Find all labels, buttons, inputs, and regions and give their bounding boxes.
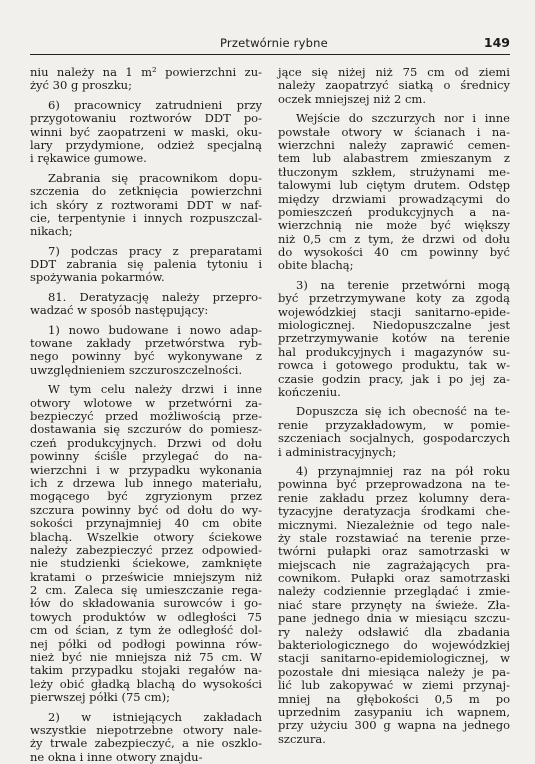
text-line: mogącego być zgryzionym przez	[30, 489, 262, 504]
text-line: nież być nie mniejsza niż 75 cm. W	[30, 650, 262, 665]
text-line: dostawania się szczurów do pomiesz-	[30, 422, 262, 437]
paragraph	[30, 172, 262, 239]
text-line: powinna być przeprowadzona na te-	[278, 477, 510, 492]
text-line: bakteriologicznego do wojewódzkiej	[278, 638, 510, 653]
text-line: Zabrania się pracownikom dopu-	[48, 170, 262, 185]
text-line: między drzwiami prowadzącymi do	[278, 191, 510, 206]
text-line: ry należy odsławić dla zbadania	[278, 624, 510, 639]
paragraph	[30, 245, 262, 285]
text-line: twórni pułapki oraz samotrzaski w	[278, 544, 510, 559]
text-line: pierwszej półki (75 cm);	[30, 690, 170, 705]
text-line: nej półki od podłogi powinna rów-	[30, 636, 262, 651]
paragraph	[30, 99, 262, 166]
text-line: bezpieczyć przed możliwością prze-	[30, 408, 262, 423]
text-line: czasie godzin pracy, jak i po jej za-	[278, 371, 510, 386]
text-line: ich z drzewa lub innego materiału,	[30, 475, 262, 490]
text-line: mniej na głębokości 0,5 m po	[278, 691, 510, 706]
text-line: sokości przynajmniej 40 cm obite	[30, 516, 262, 531]
paragraph	[30, 383, 262, 704]
right-text-column	[278, 66, 510, 746]
text-line: miejscach nie zagrażających pra-	[278, 557, 510, 572]
text-line: niu należy na 1 m² powierzchni zu-	[30, 65, 262, 79]
text-line: lary przydymione, odzież specjalną	[30, 137, 262, 152]
paragraph	[278, 279, 510, 400]
paragraph	[30, 66, 262, 93]
text-line: winni być zaopatrzeni w maski, oku-	[30, 124, 262, 139]
text-line: obite blachą;	[278, 258, 354, 273]
text-line: nego powinny być wykonywane z	[30, 349, 262, 364]
text-line: należy zabezpieczyć przez odpowied-	[30, 542, 262, 557]
text-line: renie przyzakładowym, w pomie-	[278, 417, 510, 432]
text-line: nie studzienki ściekowe, zamknięte	[30, 556, 262, 571]
text-line: tłuczonym szkłem, strużynami me-	[278, 164, 510, 179]
text-line: wadzać w sposób następujący:	[30, 303, 209, 318]
text-line: powstałe otwory w ścianach i na-	[278, 124, 510, 139]
text-line: miologicznej. Niedopuszczalne jest	[278, 318, 510, 333]
text-line: wierzchni należy zaprawić cemen-	[278, 137, 510, 152]
text-line: wierzchni i w przypadku wykonania	[30, 462, 262, 477]
text-line: niać stare przynęty na świeże. Zła-	[278, 597, 510, 612]
text-line: otwory wlotowe w przetwórni za-	[30, 395, 262, 410]
text-line: takim przypadku stojaki regałów na-	[30, 663, 262, 678]
text-line: 7) podczas pracy z preparatami	[48, 243, 262, 258]
text-line: jące się niżej niż 75 cm od ziemi	[278, 65, 510, 79]
text-line: szczura.	[278, 731, 326, 746]
text-line: leży obić gładką blachą do wysokości	[30, 676, 262, 691]
text-line: towych produktów w odległości 75	[30, 609, 262, 624]
paragraph	[30, 291, 262, 318]
text-line: hal produkcyjnych i magazynów su-	[278, 344, 510, 359]
text-line: 6) pracownicy zatrudnieni przy	[48, 97, 262, 112]
text-line: renie zakładu przez kolumny dera-	[278, 490, 510, 505]
text-line: 2 cm. Zaleca się umieszczanie rega-	[30, 583, 262, 598]
text-line: nikach;	[30, 224, 73, 239]
text-line: kończeniu.	[278, 384, 341, 399]
text-line: być przetrzymywane koty za zgodą	[278, 291, 510, 306]
text-line: uprzednim zasypaniu ich wapnem,	[278, 704, 510, 719]
text-line: i administracyjnych;	[278, 444, 397, 459]
text-line: łów do składowania surowców i go-	[30, 596, 262, 611]
text-line: oczek mniejszej niż 2 cm.	[278, 91, 426, 106]
text-line: blachą. Wszelkie otwory ściekowe	[30, 529, 262, 544]
text-line: należy zaopatrzyć siatką o średnicy	[278, 78, 510, 93]
text-line: tem lub alabastrem zmieszanym z	[278, 151, 510, 166]
text-line: spożywania pokarmów.	[30, 270, 165, 285]
text-line: Dopuszcza się ich obecność na te-	[296, 404, 510, 419]
text-line: należy codziennie przeglądać i zmie-	[278, 584, 510, 599]
text-line: stacji sanitarno-epidemiologicznej, w	[278, 651, 510, 666]
text-line: cownikom. Pułapki oraz samotrzaski	[278, 571, 510, 586]
text-line: W tym celu należy drzwi i inne	[48, 382, 262, 397]
text-line: czeń produkcyjnych. Drzwi od dołu	[30, 435, 262, 450]
text-line: tyzacyjne deratyzacja środkami che-	[278, 504, 510, 519]
text-line: towane zakłady przetwórstwa ryb-	[30, 336, 262, 351]
paragraph	[278, 66, 510, 106]
text-line: przetrzymywanie kotów na terenie	[278, 331, 510, 346]
paragraph	[30, 324, 262, 378]
text-line: żyć 30 g proszku;	[30, 78, 132, 93]
text-line: lić lub zakopywać w ziemi przynaj-	[278, 678, 510, 693]
text-line: 1) nowo budowane i nowo adap-	[48, 322, 262, 337]
text-line: Wejście do szczurzych nor i inne	[296, 111, 510, 126]
paragraph	[278, 405, 510, 459]
text-line: cie, terpentynie i innych rozpuszczal-	[30, 210, 262, 225]
text-line: pomieszczeń produkcyjnych a na-	[278, 204, 510, 219]
text-line: szczura powinny być od dołu do wy-	[30, 502, 262, 517]
page-header	[30, 34, 510, 55]
text-line: 81. Deratyzację należy przepro-	[48, 289, 262, 304]
text-line: ich skóry z roztworami DDT w naf-	[30, 197, 262, 212]
text-line: 2) w istniejących zakładach	[48, 709, 262, 724]
paragraph	[30, 711, 262, 764]
text-line: DDT zabrania się palenia tytoniu i	[30, 257, 262, 272]
text-line: uwzględnieniem szczuroszczelności.	[30, 362, 243, 377]
text-line: rowca i gotowego produktu, tak w-	[278, 358, 510, 373]
text-line: 3) na terenie przetwórni mogą	[296, 277, 510, 292]
text-line: szczeniach socjalnych, gospodarczych	[278, 431, 510, 446]
text-line: niż 0,5 cm z tym, że drzwi od dołu	[278, 231, 510, 246]
text-line: pane jednego dnia w miesiącu szczu-	[278, 611, 510, 626]
text-line: talowymi lub ciętym drutem. Odstęp	[278, 178, 510, 193]
page-number: 149	[483, 35, 510, 50]
text-line: ży trwale zabezpieczyć, a nie oszklo-	[30, 736, 262, 751]
text-line: 4) przynajmniej raz na pół roku	[296, 463, 510, 478]
running-title: Przetwórnie rybne	[220, 36, 328, 50]
text-line: wierzchnią nie może być większy	[278, 218, 510, 233]
text-line: do wysokości 40 cm powinny być	[278, 245, 510, 260]
paragraph	[278, 465, 510, 746]
text-line: micznymi. Niezależnie od tego nale-	[278, 517, 510, 532]
text-line: i rękawice gumowe.	[30, 151, 147, 166]
text-line: szczenia do zetknięcia powierzchni	[30, 184, 262, 199]
text-line: cm od ścian, z tym że odległość dol-	[30, 623, 262, 638]
text-line: przy użyciu 300 g wapna na jednego	[278, 718, 510, 733]
left-text-column	[30, 66, 262, 764]
text-line: kratami o prześwicie mniejszym niż	[30, 569, 262, 584]
paragraph	[278, 112, 510, 273]
text-line: wszystkie niepotrzebne otwory nale-	[30, 722, 262, 737]
text-line: powinny ściśle przylegać do na-	[30, 449, 262, 464]
text-line: pozostałe dni miesiąca należy je pa-	[278, 664, 510, 679]
text-line: ne okna i inne otwory znajdu-	[30, 749, 203, 764]
text-line: wojewódzkiej stacji sanitarno-epide-	[278, 304, 510, 319]
text-line: ży stale rozstawiać na terenie prze-	[278, 530, 510, 545]
text-line: przygotowaniu roztworów DDT po-	[30, 111, 262, 126]
